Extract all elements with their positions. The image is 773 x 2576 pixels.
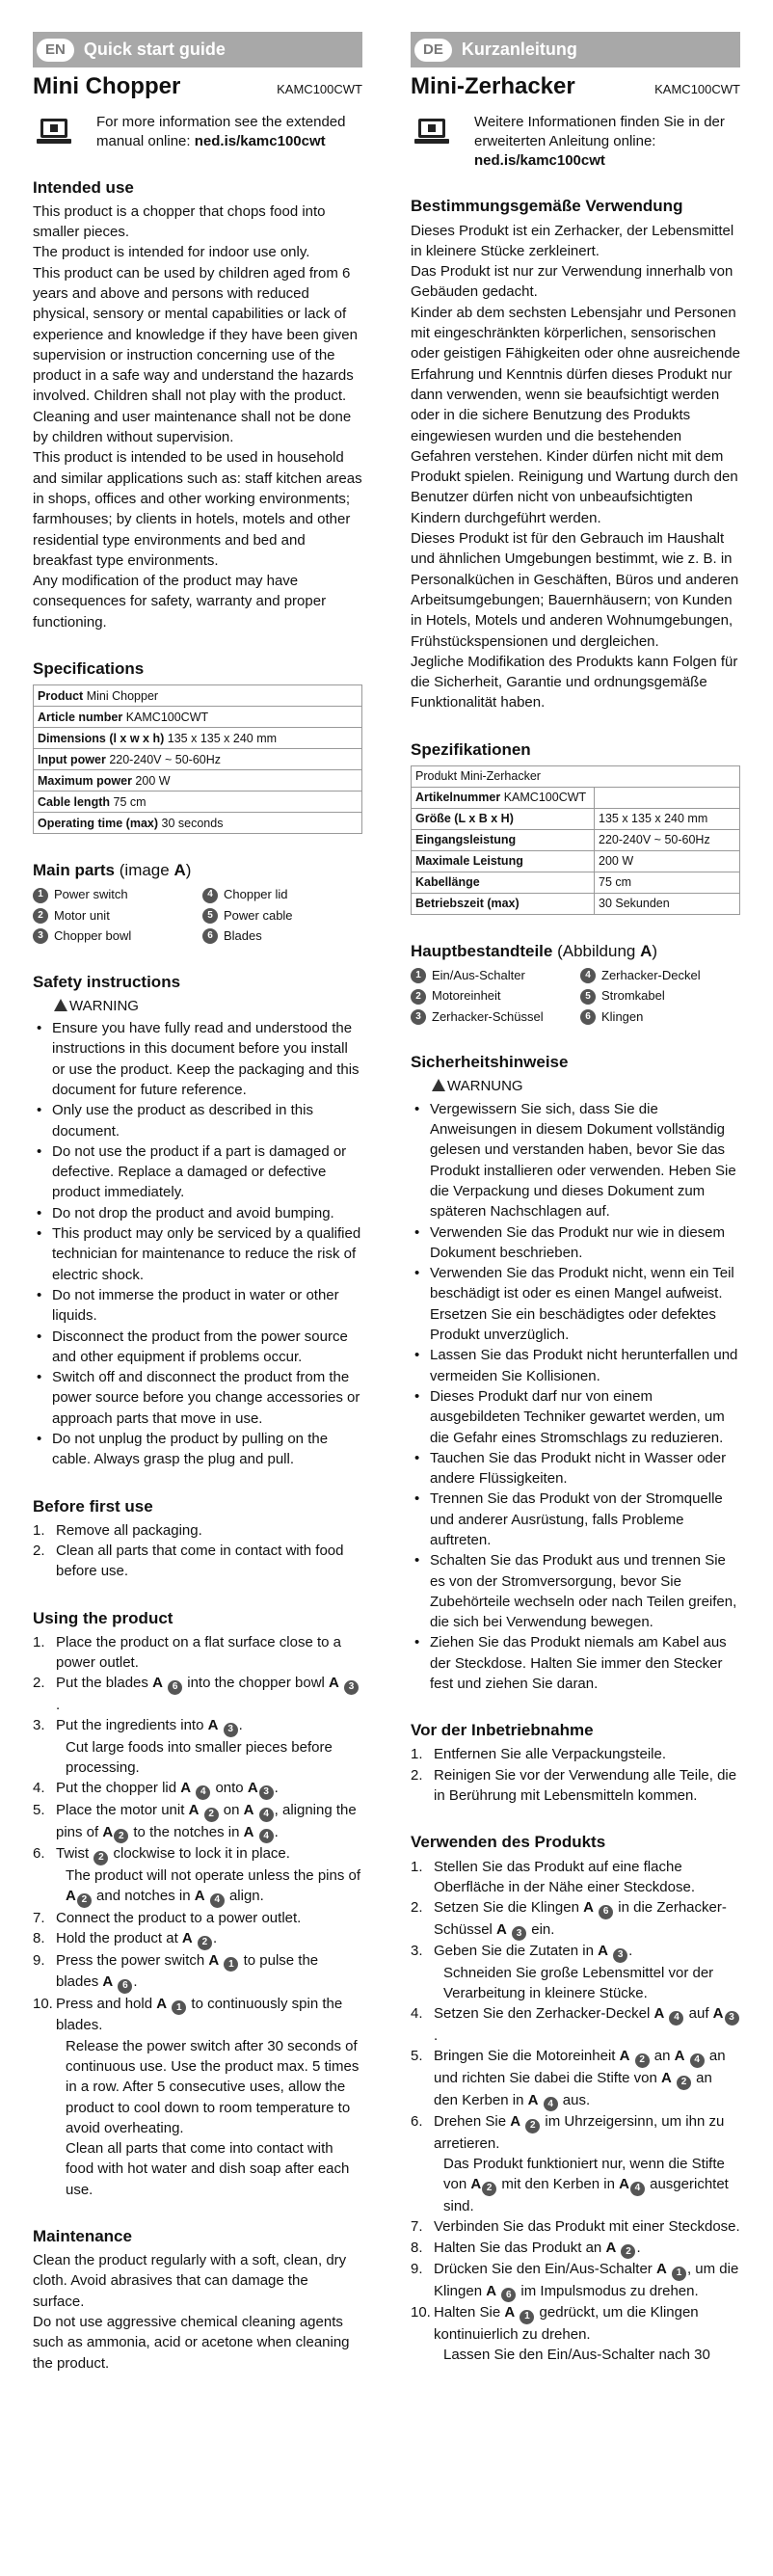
spec-key: Dimensions (l x w x h) xyxy=(38,731,165,745)
list-item xyxy=(411,967,580,984)
main-parts-heading-en: Main parts (image A) xyxy=(33,861,192,880)
safety-heading-de: Sicherheitshinweise xyxy=(411,1053,569,1072)
part-number-badge: 2 xyxy=(33,908,48,924)
using-steps-en xyxy=(33,1632,362,2200)
warning-label-en: WARNING xyxy=(54,996,362,1016)
list-item: 2. Clean all parts that come in contact with food before use. xyxy=(33,1543,344,1580)
list-item: • Trennen Sie das Produkt von der Stromquelle und anderer Ausrüstung, falls Probleme auftreten. xyxy=(411,1489,740,1550)
list-item xyxy=(33,907,202,925)
list-item: • Do not immerse the product in water or other liquids. xyxy=(33,1285,362,1327)
list-item: 2. Setzen Sie die Klingen A 6 in die Zerhacker-Schüssel A 3 ein. xyxy=(411,1897,740,1941)
table-row xyxy=(34,749,362,770)
part-label: Motor unit xyxy=(54,907,110,923)
list-item: 4. Put the chopper lid A 4 onto A 3 . xyxy=(33,1778,362,1800)
banner-en xyxy=(33,32,362,67)
using-heading-en: Using the product xyxy=(33,1608,173,1627)
table-row xyxy=(412,829,740,850)
list-item: • Dieses Produkt darf nur von einem ausgebildeten Techniker gewartet werden, um die Gefahr eines Stromschlags zu reduzieren. xyxy=(411,1386,740,1448)
part-number-badge: 3 xyxy=(411,1009,426,1025)
list-item: 3. Geben Sie die Zutaten in A 3 . Schneiden Sie große Lebensmittel vor der Verarbeitung in kleinere Stücke. xyxy=(411,1943,714,2002)
before-first-use-list-de xyxy=(411,1744,740,1806)
column-en xyxy=(33,32,362,2576)
laptop-icon xyxy=(37,117,71,146)
spec-key: Input power xyxy=(38,752,106,766)
part-number-badge: 3 xyxy=(33,928,48,944)
spec-value: Mini Chopper xyxy=(86,688,159,703)
list-item: 9. Drücken Sie den Ein/Aus-Schalter A 1 , um die Klingen A 6 im Impulsmodus zu drehen. xyxy=(411,2259,740,2302)
table-row xyxy=(412,808,740,829)
warning-triangle-icon xyxy=(54,999,67,1011)
list-item: • Ziehen Sie das Produkt niemals am Kabel aus der Steckdose. Halten Sie immer den Stecker fest und ziehen Sie daran. xyxy=(411,1632,740,1694)
safety-list-de xyxy=(411,1099,740,1695)
product-title-en: Mini Chopper xyxy=(33,73,181,99)
before-first-use-heading-de: Vor der Inbetriebnahme xyxy=(411,1721,594,1740)
list-item xyxy=(411,987,580,1005)
maintenance-heading-en: Maintenance xyxy=(33,2227,132,2246)
list-item: 5. Place the motor unit A 2 on A 4 , aligning the pins of A 2 to the notches in A 4 . xyxy=(33,1800,362,1843)
manual-info-text-de: Weitere Informationen finden Sie in der erweiterten Anleitung online: xyxy=(474,114,725,149)
specifications-table-en xyxy=(33,684,362,834)
table-row xyxy=(34,685,362,707)
part-number-badge: 5 xyxy=(202,908,218,924)
intended-use-paragraph: Dieses Produkt ist ein Zerhacker, der Lebensmittel in kleinere Stücke zerkleinert. xyxy=(411,222,734,259)
intended-use-paragraph: Dieses Produkt ist für den Gebrauch im Haushalt und ähnlichen Umgebungen bestimmt, wie z. B. in Personalküchen in Geschäften, Büros und anderen Arbeitsumgebungen; Bauernhäusern; von Kunden in Hotels, Motels und anderen Wohnumgebungen, Frühstückspensionen und dergleichen. xyxy=(411,530,739,650)
maintenance-paragraph: Clean the product regularly with a soft, clean, dry cloth. Avoid abrasives that can damage the surface. xyxy=(33,2252,347,2310)
list-item xyxy=(202,927,362,945)
list-item: • Ensure you have fully read and understood the instructions in this document before you install or use the product. Keep the packaging and this document for future reference. xyxy=(33,1018,362,1100)
spec-key: Article number xyxy=(38,710,123,724)
banner-de xyxy=(411,32,740,67)
spec-key: Maximale Leistung xyxy=(415,854,523,869)
safety-list-en xyxy=(33,1018,362,1470)
spec-value: 30 Sekunden xyxy=(595,893,740,914)
table-row xyxy=(412,787,740,808)
list-item: • Verwenden Sie das Produkt nur wie in diesem Dokument beschrieben. xyxy=(411,1222,740,1264)
list-item: 7. Verbinden Sie das Produkt mit einer Steckdose. xyxy=(411,2218,740,2236)
table-row xyxy=(34,813,362,834)
list-item: • Do not unplug the product by pulling on the cable. Always grasp the plug and pull. xyxy=(33,1429,362,1470)
intended-use-paragraph: Jegliche Modifikation des Produkts kann Folgen für die Sicherheit, Garantie und ordnungsgemäße Funktionalität haben. xyxy=(411,653,738,711)
list-item xyxy=(580,1008,740,1026)
manual-link-en[interactable]: ned.is/kamc100cwt xyxy=(194,132,326,149)
manual-info-text-en: For more information see the extended manual online: xyxy=(96,114,346,149)
spec-value: 75 cm xyxy=(595,872,740,893)
part-number-badge: 4 xyxy=(580,968,596,983)
safety-heading-en: Safety instructions xyxy=(33,972,181,991)
table-row xyxy=(412,893,740,914)
list-item: 5. Bringen Sie die Motoreinheit A 2 an A 4 an und richten Sie dabei die Stifte von A 2 an den Kerben in A 4 aus. xyxy=(411,2046,740,2111)
list-item: 4. Setzen Sie den Zerhacker-Deckel A 4 auf A 3. xyxy=(411,2003,740,2046)
manual-link-de[interactable]: ned.is/kamc100cwt xyxy=(474,151,605,169)
list-item: • Do not drop the product and avoid bumping. xyxy=(33,1203,362,1223)
list-item xyxy=(33,927,202,945)
list-item: 8. Halten Sie das Produkt an A 2 . xyxy=(411,2238,740,2260)
spec-key: Cable length xyxy=(38,794,111,809)
part-label: Klingen xyxy=(601,1008,644,1024)
specifications-heading-de: Spezifikationen xyxy=(411,739,531,759)
list-item: • Only use the product as described in this document. xyxy=(33,1100,362,1141)
column-de xyxy=(411,32,740,2576)
spec-value: 30 seconds xyxy=(161,816,224,830)
list-item: 2. Reinigen Sie vor der Verwendung alle Teile, die in Berührung mit Lebensmitteln kommen. xyxy=(411,1766,737,1805)
part-label: Power switch xyxy=(54,887,128,902)
list-item xyxy=(33,886,202,903)
spec-key: Produkt xyxy=(415,769,458,784)
list-item: • Verwenden Sie das Produkt nicht, wenn ein Teil beschädigt ist oder es einen Mangel aufweist. Ersetzen Sie ein beschädigtes oder defektes Produkt unverzüglich. xyxy=(411,1263,740,1345)
part-label: Motoreinheit xyxy=(432,988,501,1004)
laptop-icon xyxy=(414,117,449,146)
using-steps-de xyxy=(411,1857,740,2366)
article-code-en: KAMC100CWT xyxy=(277,82,362,96)
part-label: Chopper lid xyxy=(224,887,288,902)
using-heading-de: Verwenden des Produkts xyxy=(411,1833,606,1852)
list-item: 6. Drehen Sie A 2 im Uhrzeigersinn, um ihn zu arretieren. Das Produkt funktioniert nur, wenn die Stifte von A 2 mit den Kerben in A 4 ausgerichtet sind. xyxy=(411,2113,729,2214)
part-label: Zerhacker-Deckel xyxy=(601,967,701,982)
list-item xyxy=(202,886,362,903)
part-number-badge: 1 xyxy=(411,968,426,983)
list-item: • Switch off and disconnect the product from the power source before you change accessories or approach parts that move in use. xyxy=(33,1367,362,1429)
part-label: Ein/Aus-Schalter xyxy=(432,967,525,982)
list-item xyxy=(580,987,740,1005)
spec-value: 220-240V ~ 50-60Hz xyxy=(595,829,740,850)
list-item: 8. Hold the product at A 2 . xyxy=(33,1928,362,1950)
table-row xyxy=(412,850,740,872)
intended-use-paragraph: This product is intended to be used in household and similar applications such as: staff kitchen areas in shops, offices and other working environments; farmhouses; by clients in hotels, motels and other residential type environments and bed and breakfast type environments. xyxy=(33,449,362,569)
spec-key: Betriebszeit (max) xyxy=(415,897,520,911)
intended-use-paragraph: This product is a chopper that chops food into smaller pieces. xyxy=(33,202,326,241)
table-row xyxy=(34,792,362,813)
list-item: • Disconnect the product from the power source and other equipment if problems occur. xyxy=(33,1327,362,1368)
spec-key: Maximum power xyxy=(38,773,132,788)
manual-info-en xyxy=(33,113,362,151)
before-first-use-list-en xyxy=(33,1520,362,1582)
list-item: 1. Entfernen Sie alle Verpackungsteile. xyxy=(411,1746,666,1763)
specifications-heading-en: Specifications xyxy=(33,659,145,679)
spec-value: Mini-Zerhacker xyxy=(460,769,541,784)
list-item: • Tauchen Sie das Produkt nicht in Wasser oder andere Flüssigkeiten. xyxy=(411,1448,740,1489)
part-number-badge: 5 xyxy=(580,989,596,1005)
article-code-de: KAMC100CWT xyxy=(654,82,740,96)
table-row xyxy=(34,728,362,749)
intended-use-heading-de: Bestimmungsgemäße Verwendung xyxy=(411,197,683,216)
list-item: 10. Press and hold A 1 to continuously spin the blades. Release the power switch after 30 seconds of continuous use. Use the product max. 5 times in a row. After 5 consecutive uses, allow the product to cool down to room temperature to avoid overheating. Clean all parts that come into contact with food with hot water and dish soap after each use. xyxy=(33,1995,360,2198)
language-badge-de: DE xyxy=(414,39,452,62)
banner-title-en: Quick start guide xyxy=(83,39,226,59)
part-label: Blades xyxy=(224,928,262,944)
list-item: 2. Put the blades A 6 into the chopper bowl A 3. xyxy=(33,1673,362,1715)
list-item xyxy=(580,967,740,984)
spec-value: 135 x 135 x 240 mm xyxy=(595,808,740,829)
list-item: 10. Halten Sie A 1 gedrückt, um die Klingen kontinuierlich zu drehen. Lassen Sie den Ein/Aus-Schalter nach 30 xyxy=(411,2304,710,2364)
part-label: Zerhacker-Schüssel xyxy=(432,1008,544,1024)
manual-info-de xyxy=(411,113,740,170)
part-number-badge: 6 xyxy=(580,1009,596,1025)
list-item: • Do not use the product if a part is damaged or defective. Replace a damaged or defective product immediately. xyxy=(33,1141,362,1203)
spec-value: 75 cm xyxy=(113,794,147,809)
part-number-badge: 1 xyxy=(33,888,48,903)
spec-key: Artikelnummer xyxy=(415,791,501,805)
table-row xyxy=(412,765,740,787)
part-label: Chopper bowl xyxy=(54,928,132,944)
list-item: • Lassen Sie das Produkt nicht herunterfallen und vermeiden Sie Kollisionen. xyxy=(411,1345,740,1386)
intended-use-paragraph: Any modification of the product may have consequences for safety, warranty and proper functioning. xyxy=(33,573,327,631)
title-row-de xyxy=(411,70,740,103)
list-item: 3. Put the ingredients into A 3 . Cut large foods into smaller pieces before processing. xyxy=(33,1717,333,1777)
spec-key: Product xyxy=(38,688,84,703)
part-label: Stromkabel xyxy=(601,988,665,1004)
title-row-en xyxy=(33,70,362,103)
list-item: 7. Connect the product to a power outlet. xyxy=(33,1909,302,1926)
intended-use-paragraph: Das Produkt ist nur zur Verwendung innerhalb von Gebäuden gedacht. xyxy=(411,263,733,301)
main-parts-list-en xyxy=(33,886,362,945)
warning-label-de: WARNUNG xyxy=(432,1076,740,1096)
list-item: • Schalten Sie das Produkt aus und trennen Sie es von der Stromversorgung, bevor Sie Zubehörteile wechseln oder nach Teilen greifen, die sich bei Verwendung bewegen. xyxy=(411,1550,740,1632)
intended-use-paragraph: The product is intended for indoor use only. xyxy=(33,244,310,261)
list-item xyxy=(202,907,362,925)
list-item: • Vergewissern Sie sich, dass Sie die Anweisungen in diesem Dokument vollständig gelesen und verstanden haben, bevor Sie das Produkt installieren oder verwenden. Heben Sie die Verpackung und dieses Dokument zum späteren Nachschlagen auf. xyxy=(411,1099,740,1222)
spec-value: KAMC100CWT xyxy=(125,710,209,724)
spec-key: Kabellänge xyxy=(415,875,480,890)
list-item xyxy=(411,1008,580,1026)
table-row xyxy=(34,707,362,728)
list-item: 1. Place the product on a flat surface close to a power outlet. xyxy=(33,1633,342,1672)
language-badge-en: EN xyxy=(37,39,74,62)
spec-key: Größe (L x B x H) xyxy=(415,812,514,826)
spec-value: KAMC100CWT xyxy=(503,791,587,805)
intended-use-paragraph: Kinder ab dem sechsten Lebensjahr und Personen mit eingeschränkten körperlichen, sensorischen oder geistigen Fähigkeiten oder ohne ausreichende Erfahrung und Kenntnis dürfen dieses Produkt nur dann verwenden, wenn sie beaufsichtigt werden oder in die sichere Benutzung des Produkts eingewiesen wurden und die bestehenden Gefahren verstehen. Kinder dürfen nicht mit dem Produkt spielen. Reinigung und Wartung durch den Benutzer dürfen nicht von unbeaufsichtigten Kindern durchgeführt werden. xyxy=(411,304,740,526)
list-item: 1. Stellen Sie das Produkt auf eine flache Oberfläche in der Nähe einer Steckdose. xyxy=(411,1858,695,1895)
part-number-badge: 6 xyxy=(202,928,218,944)
spec-value: 200 W xyxy=(135,773,171,788)
intended-use-paragraph: This product can be used by children aged from 6 years and above and persons with reduced physical, sensory or mental capabilities or lack of experience and knowledge if they have been given supervision or instruction concerning use of the product in a safe way and understand the hazards involved. Children shall not play with the product. Cleaning and user maintenance shall not be done by children without supervision. xyxy=(33,264,358,446)
part-number-badge: 2 xyxy=(411,989,426,1005)
spec-value: 200 W xyxy=(595,850,740,872)
list-item: • This product may only be serviced by a qualified technician for maintenance to reduce the risk of electric shock. xyxy=(33,1223,362,1285)
table-row xyxy=(34,770,362,792)
table-row xyxy=(412,872,740,893)
spec-key: Operating time (max) xyxy=(38,816,159,830)
warning-triangle-icon xyxy=(432,1079,445,1091)
part-number-badge: 4 xyxy=(202,888,218,903)
spec-key: Eingangsleistung xyxy=(415,833,517,847)
main-parts-heading-de: Hauptbestandteile (Abbildung A) xyxy=(411,941,658,960)
banner-title-de: Kurzanleitung xyxy=(461,39,577,59)
specifications-table-de xyxy=(411,765,740,915)
intended-use-heading-en: Intended use xyxy=(33,177,134,197)
spec-value: 135 x 135 x 240 mm xyxy=(167,731,278,745)
maintenance-paragraph: Do not use aggressive chemical cleaning agents such as ammonia, acid or acetone when cleaning the product. xyxy=(33,2314,350,2372)
part-label: Power cable xyxy=(224,907,293,923)
before-first-use-heading-en: Before first use xyxy=(33,1496,153,1516)
list-item: 9. Press the power switch A 1 to pulse the blades A 6 . xyxy=(33,1950,362,1994)
product-title-de: Mini-Zerhacker xyxy=(411,73,575,99)
list-item: 1. Remove all packaging. xyxy=(33,1521,202,1539)
list-item: 6. Twist 2 clockwise to lock it in place. The product will not operate unless the pins of A 2 and notches in A 4 align. xyxy=(33,1843,362,1907)
spec-value: 220-240V ~ 50-60Hz xyxy=(109,752,222,766)
main-parts-list-de xyxy=(411,967,740,1026)
